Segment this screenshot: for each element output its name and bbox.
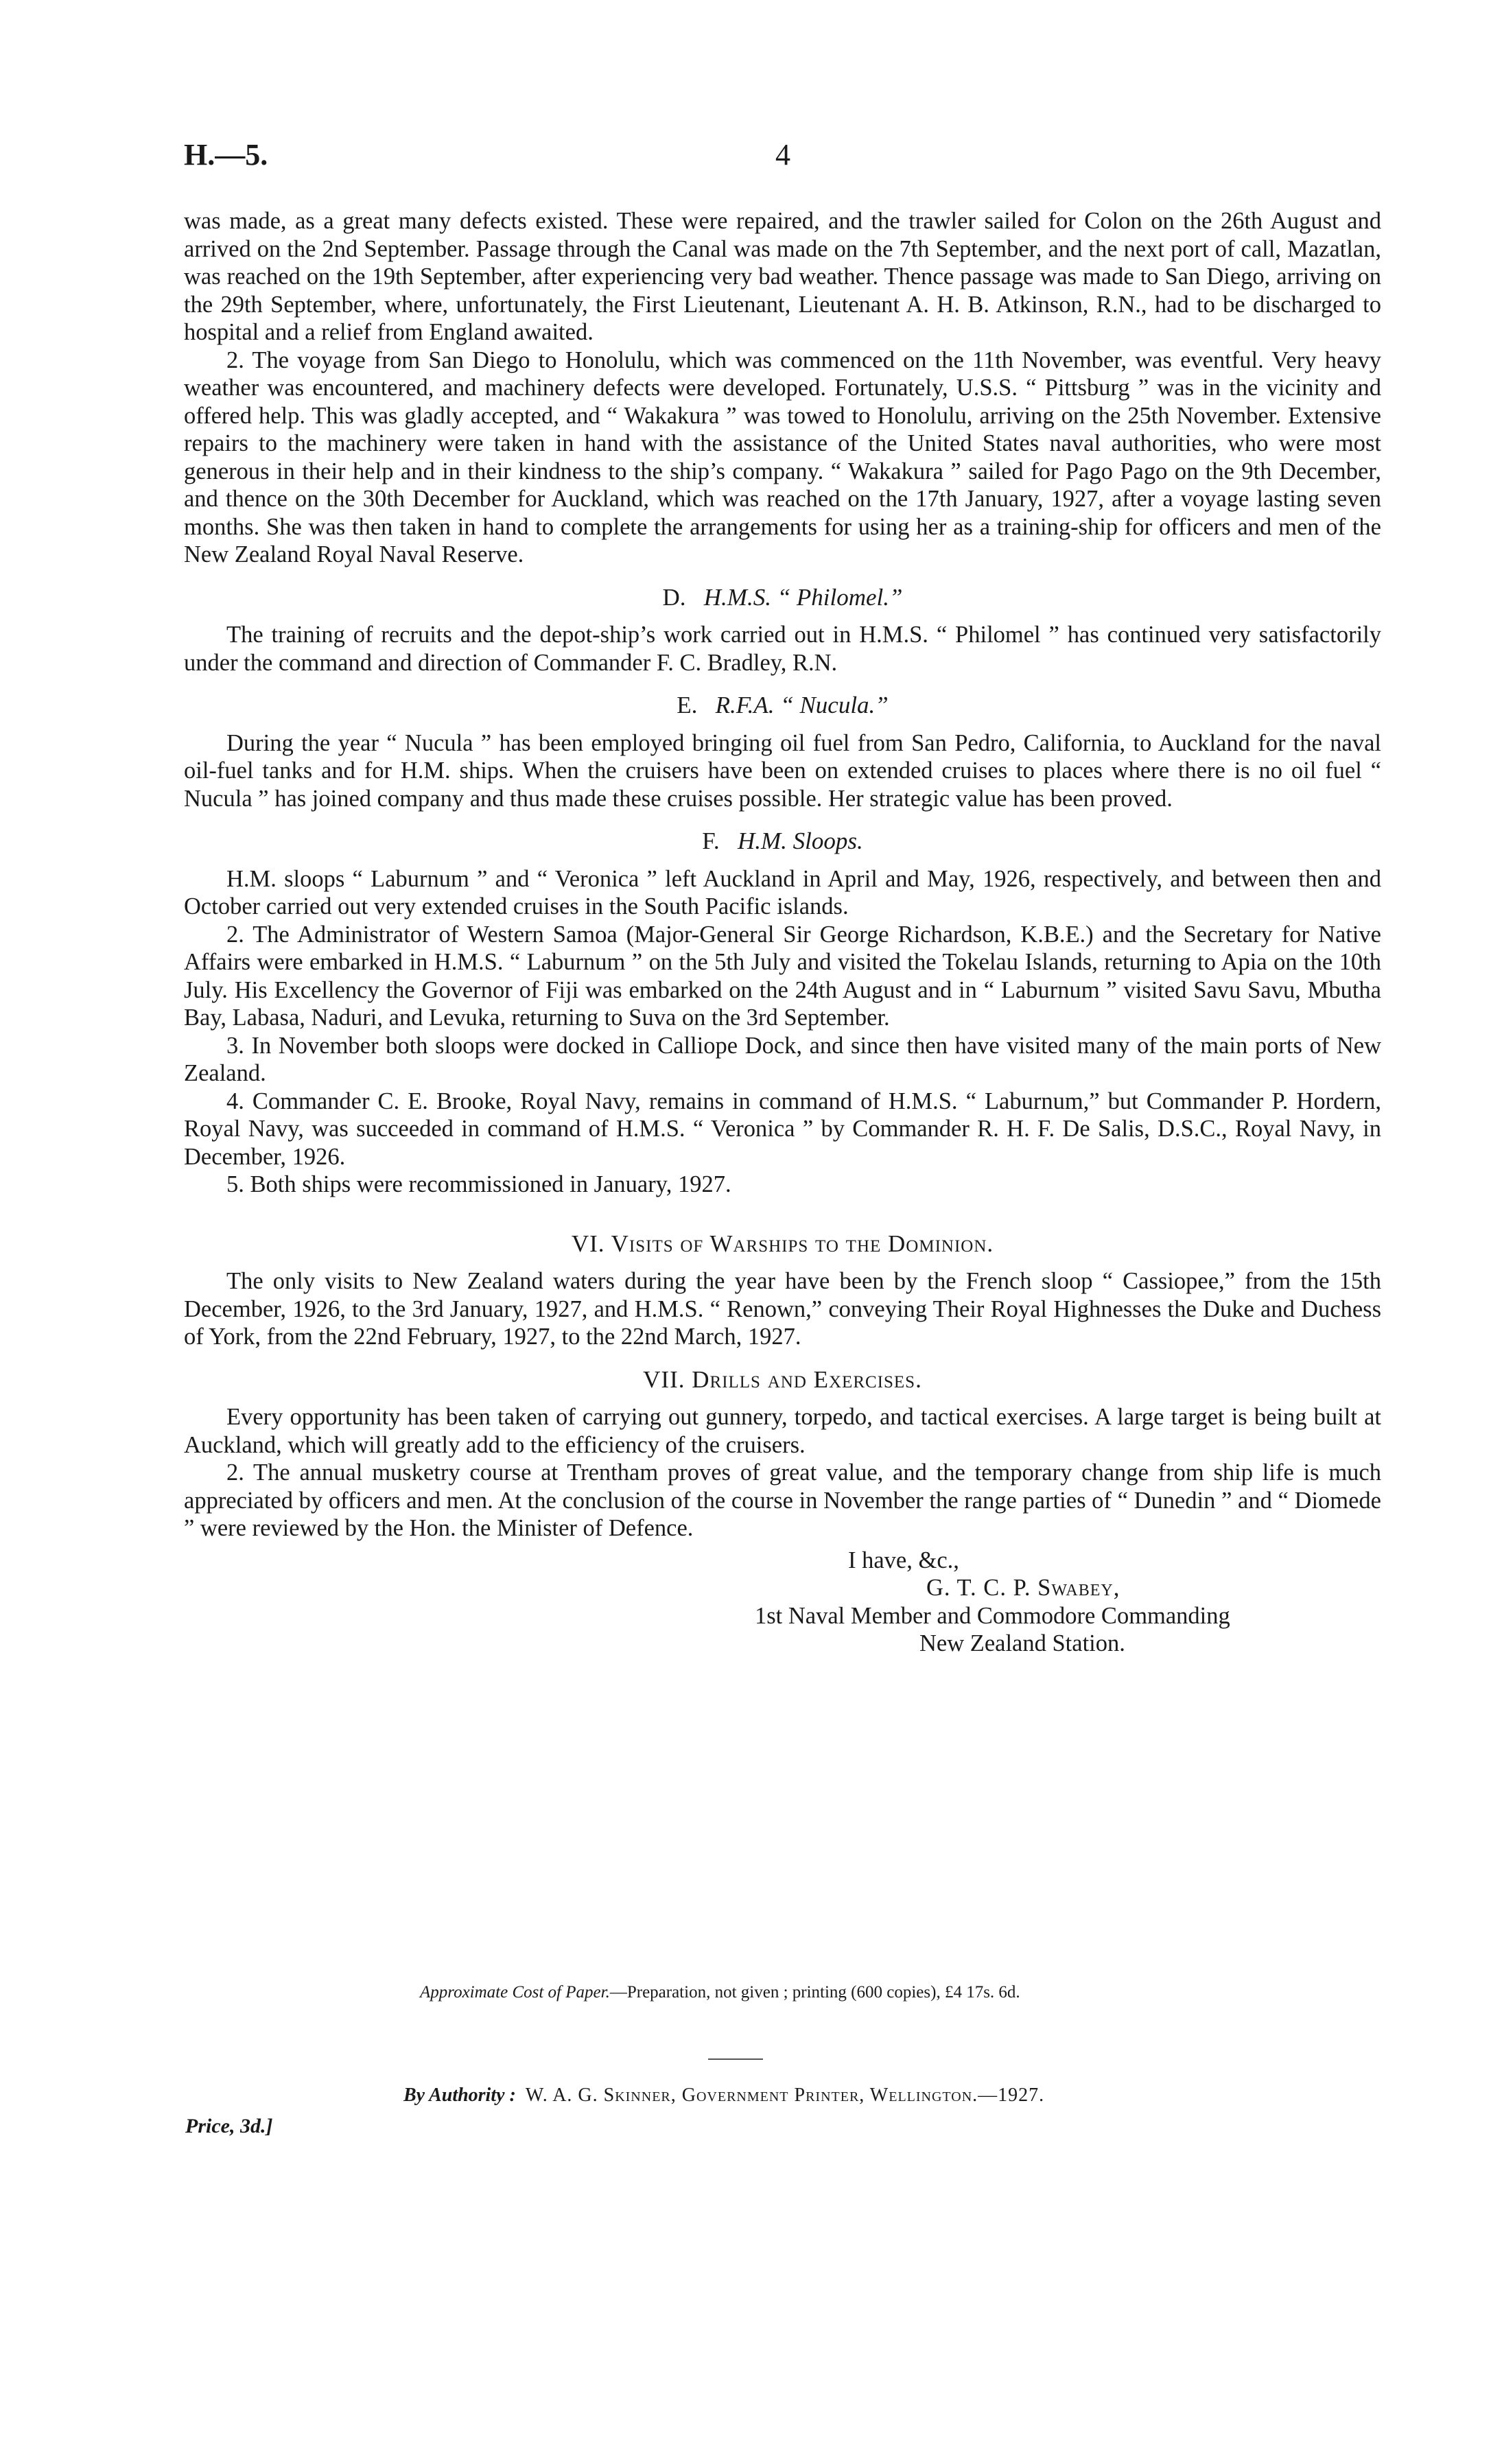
authority-text: W. A. G. Skinner, Government Printer, Wellington.—1927. — [525, 2085, 1045, 2106]
paragraph: 2. The Administrator of Western Samoa (Major-General Sir George Richardson, K.B.E.) and the Secretary for Native Affairs were embarked in H.M.S. “ Laburnum ” on the 5th July and visited the Tokelau Islands, returning to Apia on the 10th July. His Excellency the Governor of Fiji was embarked on the 24th August and in “ Laburnum ” visited Savu Savu, Mbutha Bay, Labasa, Naduri, and Levuka, returning to Suva on the 3rd September. — [184, 921, 1381, 1031]
paragraph: 3. In November both sloops were docked in Calliope Dock, and since then have visited many of the main ports of New Zealand. — [184, 1032, 1381, 1086]
section-heading-f — [184, 828, 1381, 856]
paragraph: 2. The voyage from San Diego to Honolulu, which was commenced on the 11th November, was eventful. Very heavy weather was encountered, and machinery defects were developed. Fortunately, U.S.S. “ Pittsburg ” was in the vicinity and offered help. This was gladly accepted, and “ Wakakura ” was towed to Honolulu, arriving on the 25th November. Extensive repairs to the machinery were taken in hand with the assistance of the United States naval authorities, who were most generous in their help and in their kindness to the ship’s company. “ Wakakura ” sailed for Pago Pago on the 9th December, and thence on the 30th December for Auckland, which was reached on the 17th January, 1927, after a voyage lasting seven months. She was then taken in hand to complete the arrangements for using her as a training-ship for officers and men of the New Zealand Royal Naval Reserve. — [184, 347, 1381, 567]
section-title: R.F.A. “ Nucula.” — [715, 692, 889, 718]
paragraph: H.M. sloops “ Laburnum ” and “ Veronica ” left Auckland in April and May, 1926, respectively, and between then and October carried out very extended cruises in the South Pacific islands. — [184, 865, 1381, 919]
section-letter: D. — [662, 583, 686, 611]
cost-note — [420, 1983, 1020, 2002]
closing: I have, &c., — [848, 1547, 959, 1573]
signatory-name: G. T. C. P. Swabey, — [926, 1575, 1120, 1601]
paragraph: Every opportunity has been taken of carrying out gunnery, torpedo, and tactical exercises. A large target is being built at Auckland, which will greatly add to the efficiency of the cruisers. — [184, 1404, 1381, 1458]
divider — [708, 2058, 763, 2060]
cost-text: —Preparation, not given ; printing (600 copies), £4 17s. 6d. — [609, 1983, 1020, 2002]
section-letter: E. — [677, 692, 698, 718]
paragraph: 5. Both ships were recommissioned in January, 1927. — [226, 1171, 731, 1197]
paragraph: was made, as a great many defects existed. These were repaired, and the trawler sailed for Colon on the 26th August and arrived on the 2nd September. Passage through the Canal was made on the 7th September, and the next port of call, Mazatlan, was reached on the 19th September, after experiencing very bad weather. Thence passage was made to San Diego, arriving on the 29th September, where, unfortunately, the First Lieutenant, Lieutenant A. H. B. Atkinson, R.N., had to be discharged to hospital and a relief from England awaited. — [184, 208, 1381, 345]
paragraph: The only visits to New Zealand waters during the year have been by the French sloop “ Cassiopee,” from the 15th December, 1926, to the 3rd January, 1927, and H.M.S. “ Renown,” conveying Their Royal Highnesses the Duke and Duchess of York, from the 22nd February, 1927, to the 22nd March, 1927. — [184, 1268, 1381, 1350]
paragraph: 4. Commander C. E. Brooke, Royal Navy, remains in command of H.M.S. “ Laburnum,” but Commander P. Hordern, Royal Navy, was succeeded in command of H.M.S. “ Veronica ” by Commander R. H. F. De Salis, D.S.C., Royal Navy, in December, 1926. — [184, 1088, 1381, 1170]
paragraph: During the year “ Nucula ” has been employed bringing oil fuel from San Pedro, California, to Auckland for the naval oil-fuel tanks and for H.M. ships. When the cruisers have been on extended cruises to places where there is no oil fuel “ Nucula ” has joined company and thus made these cruises possible. Her strategic value has been proved. — [184, 729, 1381, 812]
section-title: H.M. Sloops. — [737, 828, 863, 854]
page-number: 4 — [775, 138, 790, 172]
cost-label: Approximate Cost of Paper. — [420, 1983, 610, 2002]
signatory-station: New Zealand Station. — [919, 1630, 1125, 1656]
signature-block — [184, 1547, 1381, 1658]
paragraph: The training of recruits and the depot-ship’s work carried out in H.M.S. “ Philomel ” has continued very satisfactorily under the command and direction of Commander F. C. Bradley, R.N. — [184, 622, 1381, 676]
price: Price, 3d.] — [185, 2115, 273, 2137]
section-heading-vi: VI. Visits of Warships to the Dominion. — [571, 1230, 994, 1257]
printer-authority — [403, 2085, 1044, 2107]
section-heading-e — [184, 692, 1381, 720]
document-reference: H.—5. — [184, 138, 268, 172]
document-body — [184, 207, 1381, 1658]
section-heading-d — [184, 584, 1381, 612]
section-letter: F. — [702, 828, 720, 854]
paragraph: 2. The annual musketry course at Trentham proves of great value, and the temporary change from ship life is much appreciated by officers and men. At the conclusion of the course in November the range parties of “ Dunedin ” and “ Diomede ” were reviewed by the Hon. the Minister of Defence. — [184, 1459, 1381, 1541]
signatory-title: 1st Naval Member and Commodore Commanding — [755, 1602, 1230, 1629]
section-heading-vii: VII. Drills and Exercises. — [643, 1365, 922, 1393]
section-title: H.M.S. “ Philomel.” — [703, 583, 903, 611]
authority-label: By Authority : — [403, 2085, 516, 2106]
